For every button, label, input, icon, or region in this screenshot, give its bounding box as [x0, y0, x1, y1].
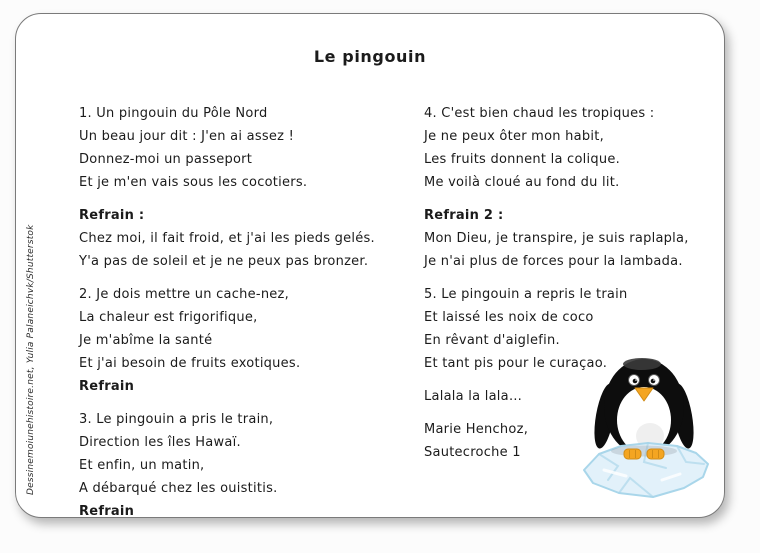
- penguin-shadow: [611, 446, 677, 457]
- lyric-line: 2. Je dois mettre un cache-nez,: [79, 287, 290, 302]
- stanza: [79, 408, 414, 523]
- lyric-line: Et j'ai besoin de fruits exotiques.: [79, 356, 301, 371]
- lyrics-column-left: [79, 102, 414, 523]
- lyric-line: Je n'ai plus de forces pour la lambada.: [424, 254, 683, 269]
- refrain-label: Refrain: [79, 379, 135, 394]
- lyric-line: En rêvant d'aiglefin.: [424, 333, 560, 348]
- lyric-line: Chez moi, il fait froid, et j'ai les pieds gelés.: [79, 231, 375, 246]
- lyric-line: Donnez-moi un passeport: [79, 152, 253, 167]
- song-title: Le pingouin: [313, 47, 427, 66]
- penguin-right-eye-glint: [653, 379, 655, 381]
- penguin-head-sheen: [623, 358, 661, 370]
- lyric-line: Et enfin, un matin,: [79, 458, 205, 473]
- penguin-on-ice-illustration: [574, 350, 716, 505]
- penguin-left-pupil: [633, 379, 638, 384]
- lyric-line: Je ne peux ôter mon habit,: [424, 129, 604, 144]
- lyric-line: Un beau jour dit : J'en ai assez !: [79, 129, 295, 144]
- lyric-line: Et tant pis pour le curaçao.: [424, 356, 608, 371]
- stanza: [424, 204, 719, 273]
- lyric-line: Y'a pas de soleil et je ne peux pas bronzer.: [79, 254, 369, 269]
- lyric-line: Les fruits donnent la colique.: [424, 152, 620, 167]
- lyric-line: Je m'abîme la santé: [79, 333, 213, 348]
- lyric-line: Lalala la lala…: [424, 389, 523, 404]
- refrain-label: Refrain 2 :: [424, 208, 504, 223]
- lyric-line: Mon Dieu, je transpire, je suis raplapla,: [424, 231, 689, 246]
- credit-text: Dessinemoiunehistoire.net, Yulia Palaneichvk/Shutterstok: [26, 224, 36, 495]
- lyric-line: Marie Henchoz,: [424, 422, 529, 437]
- refrain-label: Refrain: [79, 504, 135, 519]
- lyric-line: Me voilà cloué au fond du lit.: [424, 175, 620, 190]
- stanza: [79, 102, 414, 194]
- lyric-line: 5. Le pingouin a repris le train: [424, 287, 628, 302]
- penguin-right-pupil: [651, 379, 656, 384]
- lyric-line: Et je m'en vais sous les cocotiers.: [79, 175, 308, 190]
- penguin-right-foot: [647, 449, 664, 459]
- lyric-line: La chaleur est frigorifique,: [79, 310, 258, 325]
- stanza: [79, 204, 414, 273]
- stanza: [424, 102, 719, 194]
- stanza: [79, 283, 414, 398]
- penguin-left-foot: [624, 449, 641, 459]
- refrain-label: Refrain :: [79, 208, 145, 223]
- lyric-line: 3. Le pingouin a pris le train,: [79, 412, 274, 427]
- lyric-line: A débarqué chez les ouistitis.: [79, 481, 278, 496]
- song-sheet-card: [15, 13, 725, 518]
- lyric-line: Sautecroche 1: [424, 445, 521, 460]
- lyric-line: Et laissé les noix de coco: [424, 310, 594, 325]
- penguin-left-eye-glint: [635, 379, 637, 381]
- lyric-line: 4. C'est bien chaud les tropiques :: [424, 106, 655, 121]
- lyric-line: Direction les îles Hawaï.: [79, 435, 241, 450]
- lyric-line: 1. Un pingouin du Pôle Nord: [79, 106, 268, 121]
